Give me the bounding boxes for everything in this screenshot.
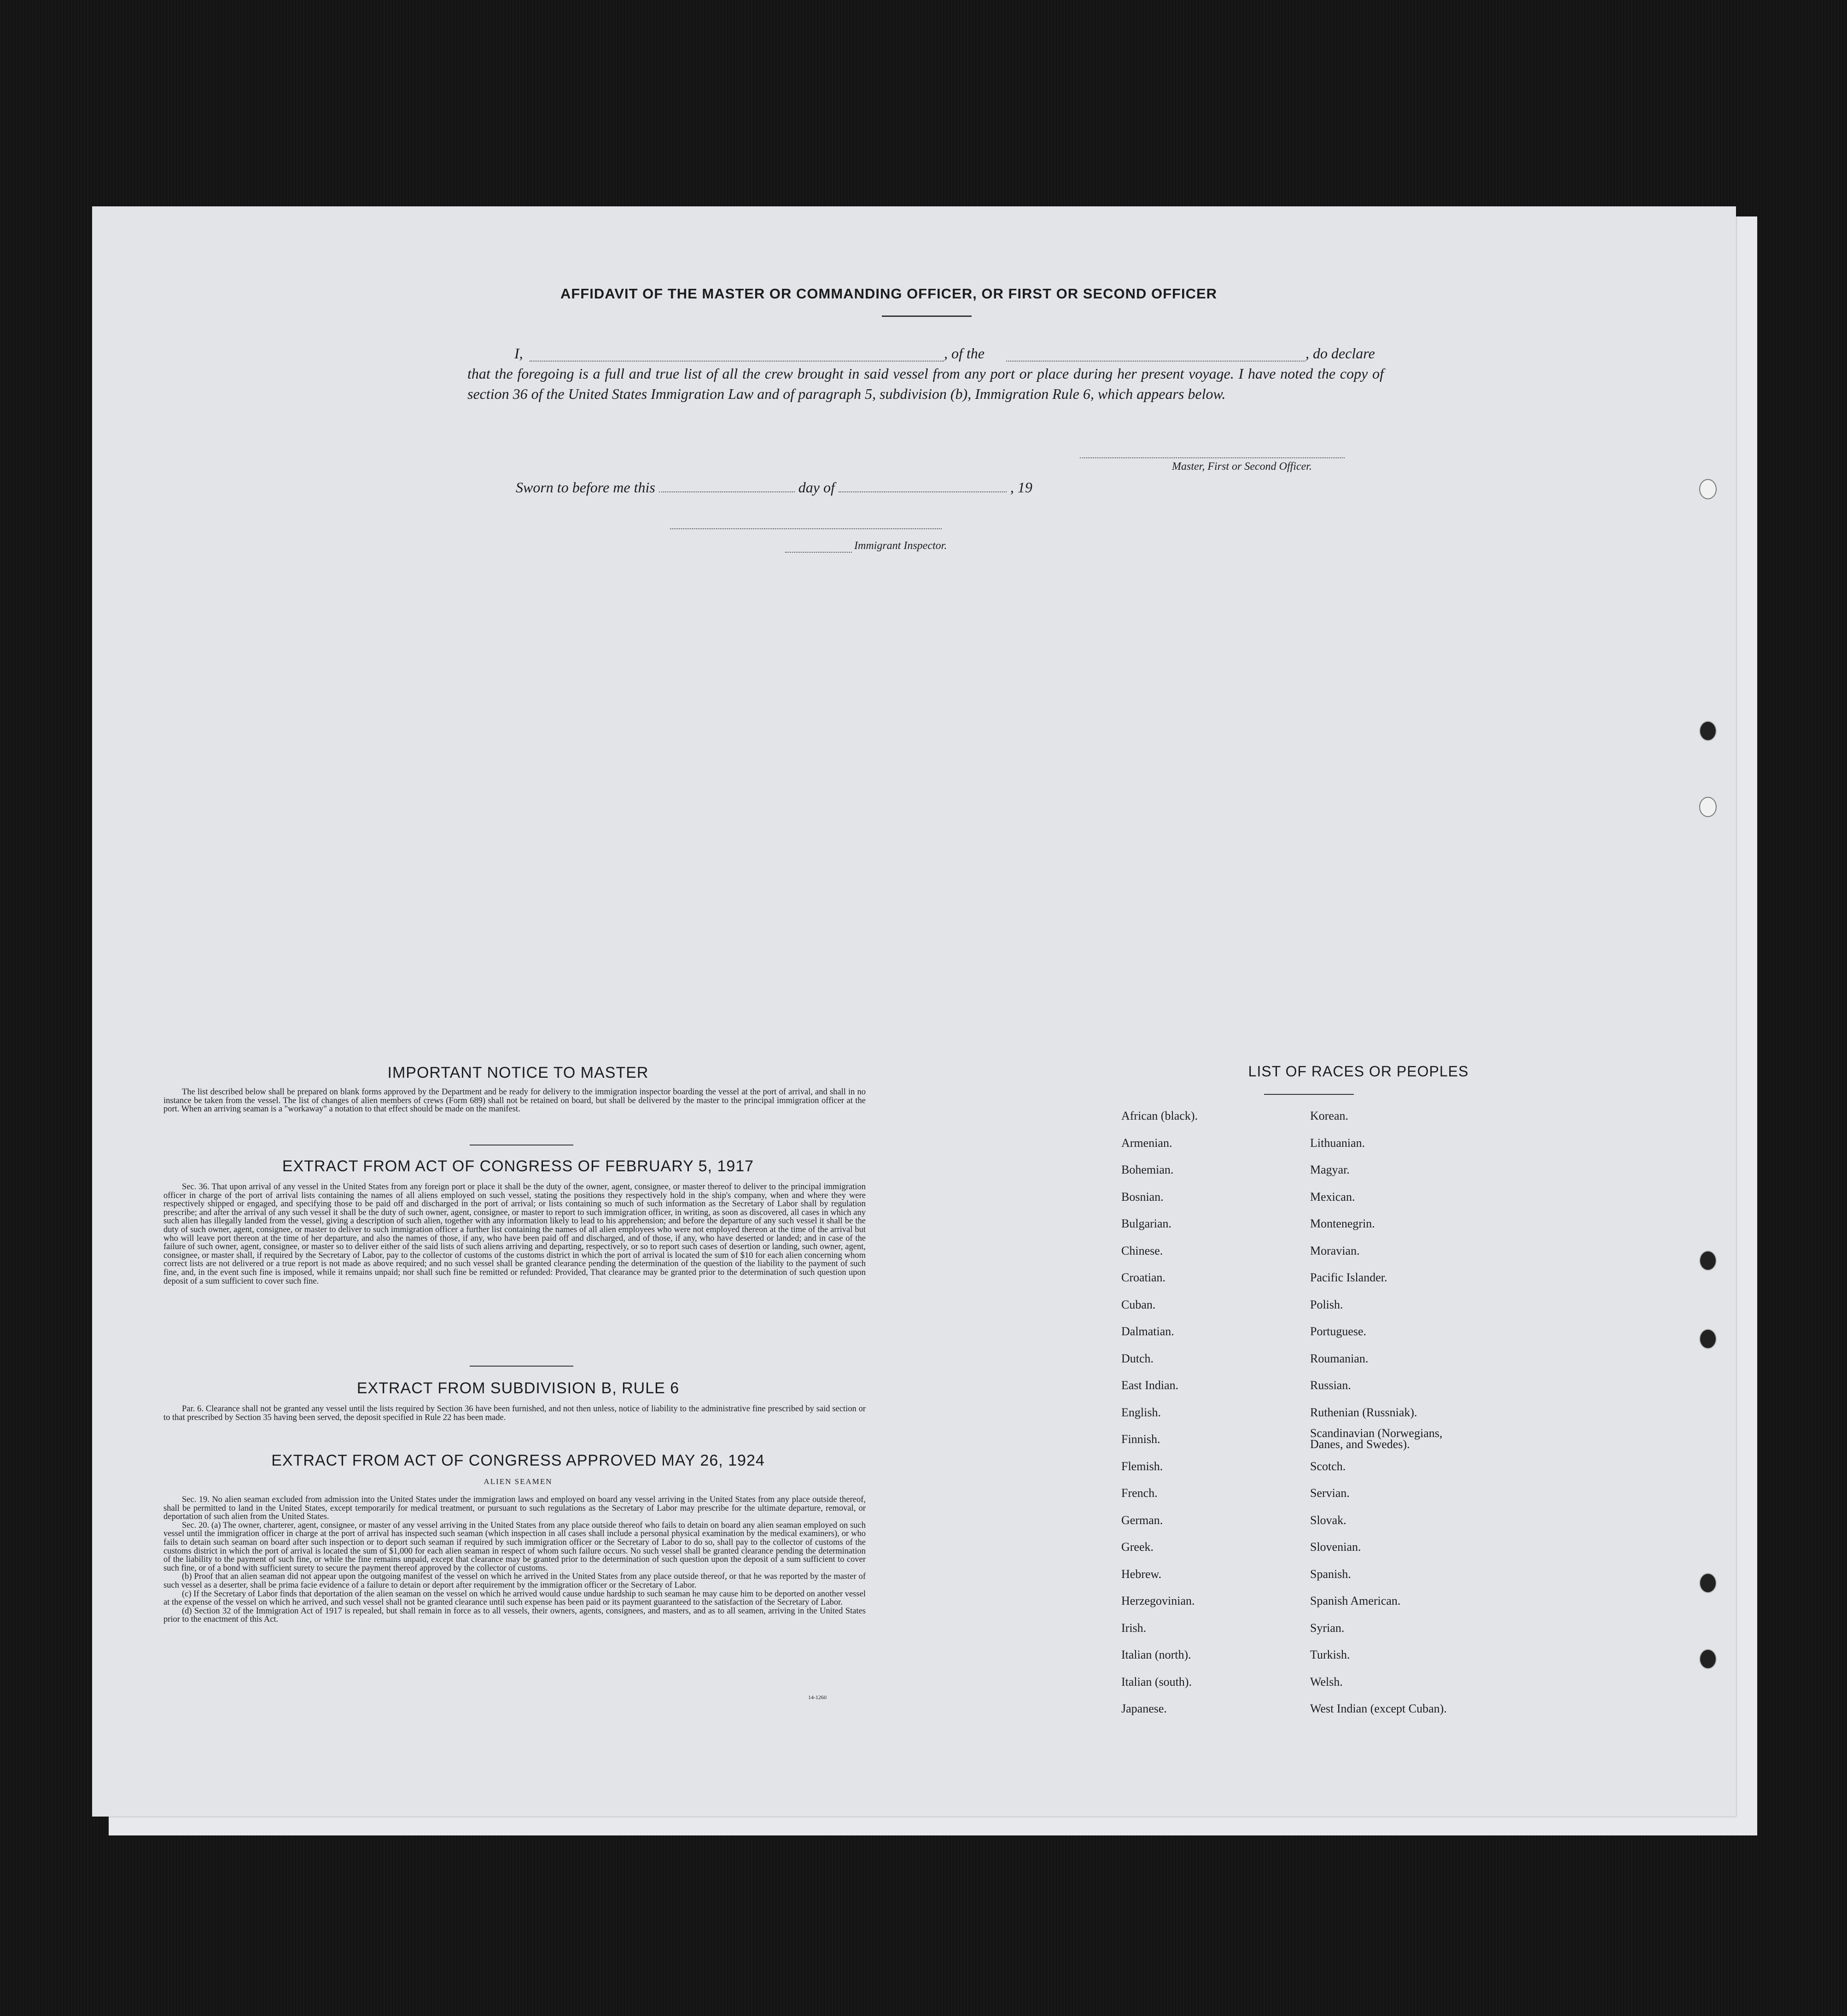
binder-hole bbox=[1699, 479, 1717, 499]
binder-hole bbox=[1699, 1649, 1717, 1669]
binder-hole bbox=[1699, 721, 1717, 741]
vessel-blank[interactable] bbox=[1006, 349, 1305, 362]
section-rule bbox=[470, 1366, 573, 1367]
sworn-day-of: day of bbox=[798, 479, 835, 496]
extract-1917-title: EXTRACT FROM ACT OF CONGRESS OF FEBRUARY 5, 1917 bbox=[282, 1157, 754, 1175]
race-item: Italian (south). bbox=[1121, 1675, 1192, 1689]
race-item: Dutch. bbox=[1121, 1352, 1154, 1365]
sworn-year: , 19 bbox=[1010, 479, 1032, 496]
race-item: Slovak. bbox=[1310, 1513, 1346, 1527]
races-rule bbox=[1264, 1094, 1354, 1095]
extract-rule6-text bbox=[163, 1405, 866, 1422]
race-item: Hebrew. bbox=[1121, 1567, 1162, 1581]
race-item: Portuguese. bbox=[1310, 1325, 1367, 1338]
race-item: Turkish. bbox=[1310, 1648, 1350, 1661]
binder-hole bbox=[1699, 1251, 1717, 1271]
affidavit-body bbox=[467, 343, 1388, 404]
race-item: Spanish. bbox=[1310, 1567, 1351, 1581]
race-item: East Indian. bbox=[1121, 1379, 1179, 1392]
race-item: Korean. bbox=[1310, 1109, 1349, 1122]
race-item: Welsh. bbox=[1310, 1675, 1343, 1689]
sworn-day-blank[interactable] bbox=[659, 479, 795, 492]
race-item: Polish. bbox=[1310, 1298, 1343, 1311]
race-item: Mexican. bbox=[1310, 1190, 1355, 1204]
race-item: Bohemian. bbox=[1121, 1163, 1174, 1176]
race-item: Ruthenian (Russniak). bbox=[1310, 1406, 1417, 1419]
sworn-prefix: Sworn to before me this bbox=[516, 479, 655, 496]
binder-hole bbox=[1699, 797, 1717, 817]
race-item: Chinese. bbox=[1121, 1244, 1163, 1257]
notice-paragraph: The list described below shall be prepared on blank forms approved by the Department and be ready for delivery to the immigration inspector boarding the vessel at the port of arrival, and shall in no instance be taken from the vessel. The list of changes of alien members of crews (Form 689) shall not be retained on board, but shall be delivered by the master to the principal immigration officer at the port. When an arriving seaman is a "workaway" a notation to that effect should be made on the manifest. bbox=[163, 1087, 866, 1114]
race-item: Herzegovinian. bbox=[1121, 1594, 1195, 1607]
affidavit-i: I, bbox=[514, 345, 523, 362]
race-item: Japanese. bbox=[1121, 1702, 1167, 1715]
race-item: Lithuanian. bbox=[1310, 1136, 1365, 1150]
race-item: Dalmatian. bbox=[1121, 1325, 1174, 1338]
race-item: African (black). bbox=[1121, 1109, 1198, 1122]
extract-1924-paragraph: (b) Proof that an alien seaman did not appear upon the outgoing manifest of the vessel on which he arrived in the United States from any place outside thereof, or that he was reported by the master of such vessel as a deserter, shall be prima facie evidence of a failure to detain or deport after requirement by the immigration officer or the Secretary of Labor. bbox=[163, 1572, 866, 1590]
race-item: Scotch. bbox=[1310, 1460, 1346, 1473]
race-item: Russian. bbox=[1310, 1379, 1351, 1392]
extract-1917-text bbox=[163, 1183, 866, 1286]
affidavit-statement: that the foregoing is a full and true list of all the crew brought in said vessel from any port or place during her present voyage. I have noted the copy of section 36 of the United States Immigration Law and of paragraph 5, subdivision (b), Immigration Rule 6, which appears below. bbox=[467, 365, 1384, 402]
race-item: Finnish. bbox=[1121, 1432, 1160, 1446]
race-item: Italian (north). bbox=[1121, 1648, 1191, 1661]
race-item: Slovenian. bbox=[1310, 1540, 1361, 1554]
affidavit-declaration-line bbox=[467, 343, 1388, 363]
binder-hole bbox=[1699, 1329, 1717, 1349]
race-item: Pacific Islander. bbox=[1310, 1271, 1387, 1284]
form-number: 14-1260 bbox=[808, 1694, 827, 1700]
notice-title: IMPORTANT NOTICE TO MASTER bbox=[387, 1064, 649, 1081]
notice-text bbox=[163, 1088, 866, 1114]
inspector-signature-line[interactable] bbox=[670, 528, 942, 529]
race-item: Spanish American. bbox=[1310, 1594, 1401, 1607]
race-item: Flemish. bbox=[1121, 1460, 1163, 1473]
race-item: French. bbox=[1121, 1486, 1158, 1500]
inspector-label: Immigrant Inspector. bbox=[854, 540, 947, 552]
race-item: Servian. bbox=[1310, 1486, 1350, 1500]
race-item: Bosnian. bbox=[1121, 1190, 1164, 1204]
race-item: Montenegrin. bbox=[1310, 1217, 1375, 1230]
extract-1924-paragraph: (c) If the Secretary of Labor finds that deportation of the alien seaman on the vessel on which he arrived would cause undue hardship to such seaman he may cause him to be deported on another vessel at the expense of the vessel on which he arrived, and such vessel shall not be granted clearance until such expense has been paid or its payment guaranteed to the satisfaction of the Secretary of Labor. bbox=[163, 1589, 866, 1607]
race-item: German. bbox=[1121, 1513, 1163, 1527]
races-title: LIST OF RACES OR PEOPLES bbox=[1248, 1063, 1469, 1080]
race-item: West Indian (except Cuban). bbox=[1310, 1702, 1447, 1715]
extract-1917-paragraph: Sec. 36. That upon arrival of any vessel in the United States from any foreign port or place it shall be the duty of the owner, agent, consignee, or master thereof to deliver to the principal immigration officer in charge of the port of arrival lists containing the names of all aliens employed on such vessel, stating the positions they respectively hold in the ship's company, when and where they were respectively shipped or engaged, and specifying those to be paid off and discharged in the port of arrival; or lists containing so much of such information as the Secretary of Labor shall by regulation prescribe; and after the arrival of any such vessel it shall be the duty of such owner, agent, consignee, or master to report to such immigration officer, in writing, as soon as discovered, all cases in which any such alien has illegally landed from the vessel, giving a description of such alien, together with any information likely to lead to his apprehension; and before the departure of any such vessel it shall be the duty of such owner, agent, consignee, or master to deliver to such immigration officer a further list containing the names of all alien employees who were not employed thereon at the time of the arrival but who will leave port thereon at the time of her departure, and also the names of those, if any, who have been paid off and discharged, and of those, if any, who have deserted or landed; and in case of the failure of such owner, agent, consignee, or master so to deliver either of the said lists of such aliens arriving and departing, respectively, or so to report such cases of desertion or landing, such owner, agent, consignee, or master shall, if required by the Secretary of Labor, pay to the collector of customs of the customs district in which the port of arrival is located the sum of $10 for each alien concerning whom correct lists are not delivered or a true report is not made as above required; and no such vessel shall be granted clearance pending the determination of the question of the liability to the payment of such fine, and, in the event such fine is imposed, while it remains unpaid; nor shall such fine be remitted or refunded: Provided, That clearance may be granted prior to the determination of such question upon deposit of a sum sufficient to cover such fine. bbox=[163, 1182, 866, 1286]
extract-1924-paragraph: Sec. 20. (a) The owner, charterer, agent, consignee, or master of any vessel arriving in the United States from any place outside thereof who fails to detain on board any alien seaman employed on such vessel until the immigration officer in charge at the port of arrival has inspected such seaman (which inspection in all cases shall include a personal physical examination by the medical examiners), or who fails to detain such seaman on board after such inspection or to deport such seaman if required by such immigration officer or the Secretary of Labor to do so, shall pay to the collector of customs of the customs district in which the port of arrival is located the sum of $1,000 for each alien seaman in respect of whom such failure occurs. No such vessel shall be granted clearance pending the determination of the liability to the payment of such fine, or while the fine remains unpaid, except that clearance may be granted prior to the determination of such question upon the deposit of a sum sufficient to cover such fine, or of a bond with sufficient surety to secure the payment thereof approved by the collector of customs. bbox=[163, 1520, 866, 1573]
affidavit-title: AFFIDAVIT OF THE MASTER OR COMMANDING OFFICER, OR FIRST OR SECOND OFFICER bbox=[560, 286, 1218, 302]
name-blank[interactable] bbox=[530, 349, 944, 362]
extract-rule6-title: EXTRACT FROM SUBDIVISION B, RULE 6 bbox=[356, 1379, 680, 1397]
race-item: Magyar. bbox=[1310, 1163, 1350, 1176]
race-item: Cuban. bbox=[1121, 1298, 1156, 1311]
extract-1924-text bbox=[163, 1496, 866, 1624]
affidavit-do-declare: , do declare bbox=[1305, 345, 1375, 362]
inspector-lead-dots bbox=[785, 552, 852, 553]
race-item: Roumanian. bbox=[1310, 1352, 1369, 1365]
extract-1924-paragraph: Sec. 19. No alien seaman excluded from admission into the United States under the immigration laws and employed on board any vessel arriving in the United States from any place outside thereof, shall be permitted to land in the United States, except temporarily for medical treatment, or pursuant to such regulations as the Secretary of Labor may prescribe for the ultimate departure, removal, or deportation of such alien from the United States. bbox=[163, 1495, 866, 1522]
race-item: Scandinavian (Norwegians, Danes, and Swedes). bbox=[1310, 1426, 1443, 1451]
alien-seamen-heading: ALIEN SEAMEN bbox=[484, 1477, 553, 1486]
extract-rule6-paragraph: Par. 6. Clearance shall not be granted any vessel until the lists required by Section 36 have been furnished, and not then unless, notice of liability to the administrative fine prescribed by said section or to that prescribed by Section 35 having been served, the deposit specified in Rule 22 has been made. bbox=[163, 1404, 866, 1422]
extract-1924-paragraph: (d) Section 32 of the Immigration Act of 1917 is repealed, but shall remain in force as to all vessels, their owners, agents, consignees, and masters, and as to all seamen, arriving in the United States prior to the enactment of this Act. bbox=[163, 1606, 866, 1624]
master-signature-label: Master, First or Second Officer. bbox=[1172, 461, 1312, 473]
affidavit-of-the: , of the bbox=[944, 345, 985, 362]
title-rule bbox=[882, 316, 972, 317]
race-item: Greek. bbox=[1121, 1540, 1154, 1554]
binder-hole bbox=[1699, 1573, 1717, 1593]
sworn-month-blank[interactable] bbox=[839, 479, 1007, 492]
extract-1924-title: EXTRACT FROM ACT OF CONGRESS APPROVED MAY 26, 1924 bbox=[271, 1452, 765, 1469]
master-signature-line[interactable] bbox=[1080, 457, 1345, 458]
race-item: Bulgarian. bbox=[1121, 1217, 1172, 1230]
race-item: English. bbox=[1121, 1406, 1161, 1419]
sworn-line bbox=[516, 479, 1032, 496]
race-item: Irish. bbox=[1121, 1621, 1147, 1635]
race-item: Armenian. bbox=[1121, 1136, 1172, 1150]
race-item: Syrian. bbox=[1310, 1621, 1345, 1635]
race-item: Moravian. bbox=[1310, 1244, 1360, 1257]
race-item: Croatian. bbox=[1121, 1271, 1166, 1284]
